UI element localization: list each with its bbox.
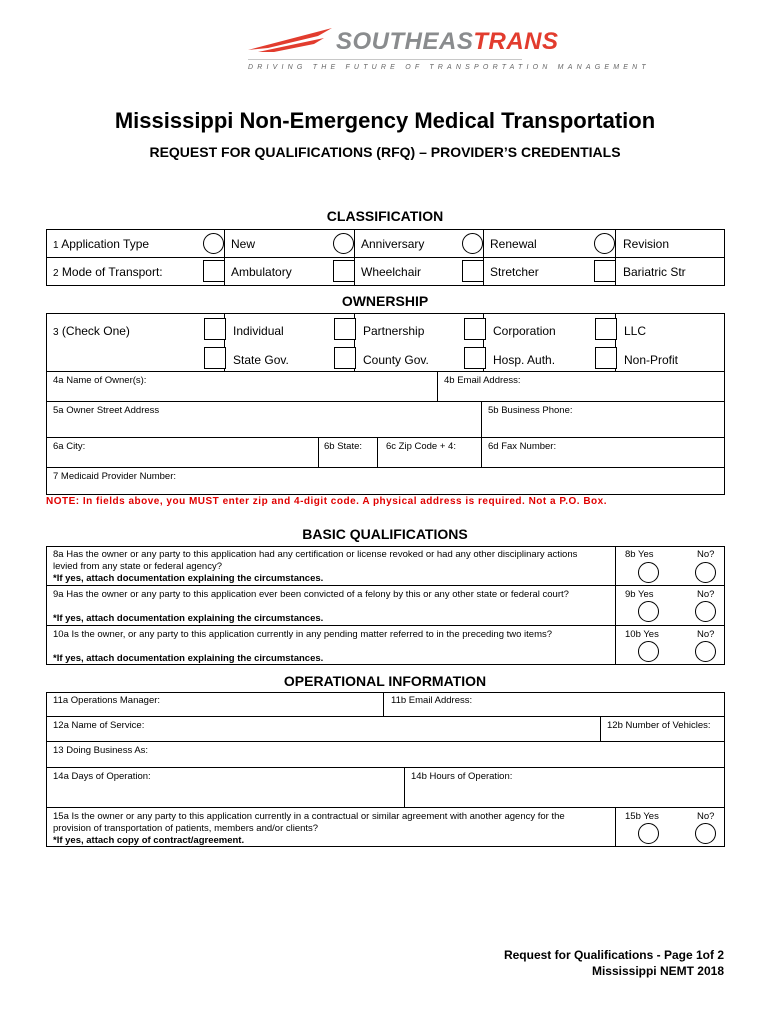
app-type-renewal-radio[interactable]	[462, 233, 483, 254]
q8-yes-label: 8b Yes	[625, 549, 654, 560]
app-type-revision-label: Revision	[623, 237, 670, 251]
q9-no-label: No?	[697, 589, 715, 600]
app-type-renewal-label: Renewal	[490, 237, 537, 251]
mode-wheelchair-label: Wheelchair	[361, 265, 422, 279]
mode-stretcher-label: Stretcher	[490, 265, 539, 279]
q8a-note: *If yes, attach documentation explaining the circumstances.	[53, 573, 324, 584]
classification-heading: CLASSIFICATION	[326, 208, 444, 224]
fax-field[interactable]: 6d Fax Number:	[488, 441, 557, 452]
q9-yes-label: 9b Yes	[625, 589, 654, 600]
logo-swoosh-icon	[248, 26, 338, 54]
q8-no-radio[interactable]	[695, 562, 716, 583]
page-subtitle: REQUEST FOR QUALIFICATIONS (RFQ) – PROVIDER’S CREDENTIALS	[149, 144, 621, 160]
mode-bariatric-checkbox[interactable]	[594, 260, 616, 282]
own-hosp-auth-checkbox[interactable]	[464, 347, 486, 369]
own-non-profit-checkbox[interactable]	[595, 347, 617, 369]
q8-no-label: No?	[697, 549, 715, 560]
own-county-gov-checkbox[interactable]	[334, 347, 356, 369]
row2-label: 2 Mode of Transport:	[53, 265, 163, 279]
q15a-line2: provision of transportation of patients, members and/or clients?	[53, 823, 319, 834]
ownership-heading: OWNERSHIP	[341, 293, 429, 309]
footer-program-label: Mississippi NEMT 2018	[591, 964, 724, 978]
city-field[interactable]: 6a City:	[53, 441, 86, 452]
q10a-note: *If yes, attach documentation explaining the circumstances.	[53, 653, 324, 664]
q10-yes-radio[interactable]	[638, 641, 659, 662]
dba-field[interactable]: 13 Doing Business As:	[53, 745, 149, 756]
page-title: Mississippi Non-Emergency Medical Transportation	[114, 108, 656, 133]
app-type-anniversary-label: Anniversary	[361, 237, 425, 251]
q15a-line1: 15a Is the owner or any party to this application currently in a contractual or similar agreement with another agency for the	[53, 811, 565, 822]
hours-of-operation-field[interactable]: 14b Hours of Operation:	[411, 771, 513, 782]
owner-email-field[interactable]: 4b Email Address:	[444, 375, 521, 386]
operational-heading: OPERATIONAL INFORMATION	[283, 673, 487, 689]
service-name-field[interactable]: 12a Name of Service:	[53, 720, 145, 731]
owner-name-field[interactable]: 4a Name of Owner(s):	[53, 375, 147, 386]
mode-ambulatory-checkbox[interactable]	[203, 260, 225, 282]
footer-page-label: Request for Qualifications - Page 1of 2	[503, 948, 724, 962]
q9a-note: *If yes, attach documentation explaining the circumstances.	[53, 613, 324, 624]
row1-label: 1 Application Type	[53, 237, 150, 251]
mode-stretcher-checkbox[interactable]	[462, 260, 484, 282]
own-individual-checkbox[interactable]	[204, 318, 226, 340]
logo-divider	[248, 59, 522, 60]
manager-email-field[interactable]: 11b Email Address:	[391, 695, 473, 706]
own-hosp-auth-label: Hosp. Auth.	[493, 353, 556, 367]
basic-qualifications-heading: BASIC QUALIFICATIONS	[302, 526, 468, 542]
q8-yes-radio[interactable]	[638, 562, 659, 583]
q9a-line1: 9a Has the owner or any party to this application ever been convicted of a felony by this or any other state or federal court?	[53, 589, 569, 600]
mode-bariatric-label: Bariatric Str	[623, 265, 686, 279]
own-state-gov-checkbox[interactable]	[204, 347, 226, 369]
address-note: NOTE: In fields above, you MUST enter zip and 4-digit code. A physical address is required. Not a P.O. Box.	[46, 496, 608, 507]
q10-yes-label: 10b Yes	[625, 629, 659, 640]
q9-yes-radio[interactable]	[638, 601, 659, 622]
own-corporation-label: Corporation	[493, 324, 556, 338]
q10-no-label: No?	[697, 629, 715, 640]
app-type-anniversary-radio[interactable]	[333, 233, 354, 254]
own-individual-label: Individual	[233, 324, 284, 338]
mode-wheelchair-checkbox[interactable]	[333, 260, 355, 282]
own-non-profit-label: Non-Profit	[624, 353, 679, 367]
state-field[interactable]: 6b State:	[324, 441, 363, 452]
medicaid-number-field[interactable]: 7 Medicaid Provider Number:	[53, 471, 177, 482]
mode-ambulatory-label: Ambulatory	[231, 265, 292, 279]
app-type-revision-radio[interactable]	[594, 233, 615, 254]
own-county-gov-label: County Gov.	[363, 353, 429, 367]
own-state-gov-label: State Gov.	[233, 353, 289, 367]
own-corporation-checkbox[interactable]	[464, 318, 486, 340]
logo-tagline: DRIVING THE FUTURE OF TRANSPORTATION MANAGEMENT	[248, 64, 650, 71]
business-phone-field[interactable]: 5b Business Phone:	[488, 405, 573, 416]
q9-no-radio[interactable]	[695, 601, 716, 622]
days-of-operation-field[interactable]: 14a Days of Operation:	[53, 771, 151, 782]
q10a-line1: 10a Is the owner, or any party to this application currently in any pending matter referred to in the preceding two items?	[53, 629, 553, 640]
q15-no-radio[interactable]	[695, 823, 716, 844]
q8a-line1: 8a Has the owner or any party to this application had any certification or license revoked or had any other disciplinary actions	[53, 549, 578, 560]
app-type-new-radio[interactable]	[203, 233, 224, 254]
own-partnership-label: Partnership	[363, 324, 425, 338]
q15-yes-label: 15b Yes	[625, 811, 659, 822]
q8a-line2: levied from any state or federal agency?	[53, 561, 222, 572]
logo-wordmark: SOUTHEASTRANS	[336, 28, 559, 55]
vehicle-count-field[interactable]: 12b Number of Vehicles:	[607, 720, 711, 731]
app-type-new-label: New	[231, 237, 256, 251]
zip-field[interactable]: 6c Zip Code + 4:	[386, 441, 456, 452]
q10-no-radio[interactable]	[695, 641, 716, 662]
operations-manager-field[interactable]: 11a Operations Manager:	[53, 695, 161, 706]
q15a-note: *If yes, attach copy of contract/agreement.	[53, 835, 245, 846]
own-partnership-checkbox[interactable]	[334, 318, 356, 340]
own-llc-label: LLC	[624, 324, 647, 338]
owner-street-field[interactable]: 5a Owner Street Address	[53, 405, 160, 416]
q15-yes-radio[interactable]	[638, 823, 659, 844]
own-llc-checkbox[interactable]	[595, 318, 617, 340]
q15-no-label: No?	[697, 811, 715, 822]
row3-label: 3 (Check One)	[53, 324, 130, 338]
